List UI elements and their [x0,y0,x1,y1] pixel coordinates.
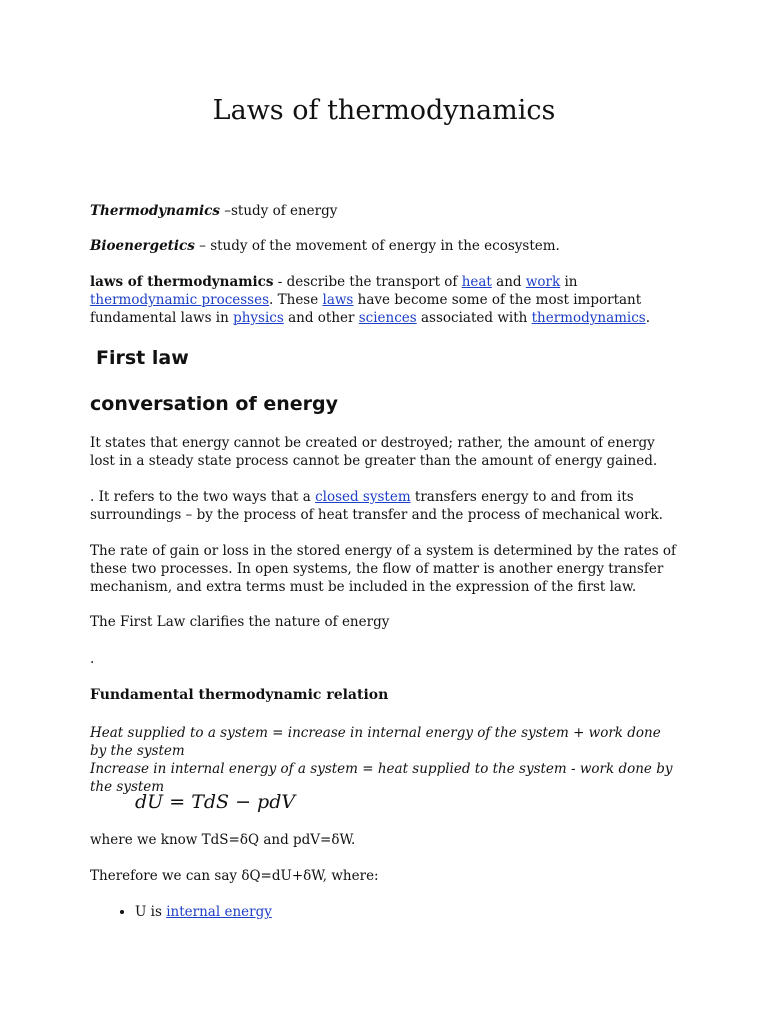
paragraph-closed-system [90,488,680,524]
definition-text: – study of the movement of energy in the ecosystem. [194,238,560,254]
link-work[interactable]: work [525,274,561,290]
definition-bioenergetics [90,237,680,255]
formula-minus: − [229,791,258,813]
heading-first-law: First law [96,347,189,369]
link-sciences[interactable]: sciences [358,310,417,326]
paragraph-where-we-know: where we know TdS=δQ and pdV=δW. [90,832,356,848]
paragraph-therefore: Therefore we can say δQ=dU+δW, where: [90,868,379,884]
paragraph-energy-statement: It states that energy cannot be created or destroyed; rather, the amount of energy lost in a steady state process cannot be greater than the amount of energy gained. [90,435,658,469]
link-physics[interactable]: physics [233,310,284,326]
definition-thermodynamics [90,202,680,220]
page-title: Laws of thermodynamics [212,95,556,126]
formula-equals: = [163,791,192,813]
text-run: and other [283,310,359,326]
paragraph-dot: . [90,651,95,667]
term-thermodynamics: Thermodynamics [90,203,220,219]
list-item-prefix: U is [135,904,167,920]
text-run: have become some of the most important fundamental laws in [90,292,642,326]
equation-internal-energy: Increase in internal energy of a system = heat supplied to the system - work done by the system [90,761,673,795]
definition-text: –study of energy [219,203,338,219]
formula-term-tds: TdS [191,791,230,813]
text-run: transfers energy to and from its surroundings – by the process of heat transfer and the process of mechanical work. [90,489,663,523]
heading-fundamental-relation: Fundamental thermodynamic relation [90,687,389,703]
text-run: . These [269,292,323,308]
laws-paragraph [90,273,680,327]
formula-lhs: dU [135,791,164,813]
text-run: - describe the transport of [273,274,462,290]
text-run: associated with [416,310,532,326]
link-internal-energy[interactable]: internal energy [166,904,272,920]
link-heat[interactable]: heat [461,274,492,290]
link-thermodynamics[interactable]: thermodynamics [531,310,646,326]
equation-heat-supplied: Heat supplied to a system = increase in internal energy of the system + work done by the system [90,725,661,759]
text-run: and [491,274,526,290]
formula-fundamental-relation [135,789,295,815]
text-run: in [560,274,578,290]
link-closed-system[interactable]: closed system [315,489,411,505]
formula-term-pdv: pdV [257,791,296,813]
text-run: . It refers to the two ways that a [90,489,316,505]
definition-list [90,903,685,921]
list-item [135,903,685,921]
link-thermodynamic-processes[interactable]: thermodynamic processes [90,292,270,308]
paragraph-first-law-nature: The First Law clarifies the nature of energy [90,614,390,630]
link-laws[interactable]: laws [322,292,354,308]
term-bioenergetics: Bioenergetics [90,238,195,254]
heading-conservation-of-energy: conversation of energy [90,393,338,415]
text-run: . [645,310,651,326]
paragraph-rate-of-gain: The rate of gain or loss in the stored energy of a system is determined by the rates of these two processes. In open systems, the flow of matter is another energy transfer mechanism, and extra terms must be included in the expression of the first law. [90,543,677,595]
term-laws: laws of thermodynamics [90,274,274,290]
